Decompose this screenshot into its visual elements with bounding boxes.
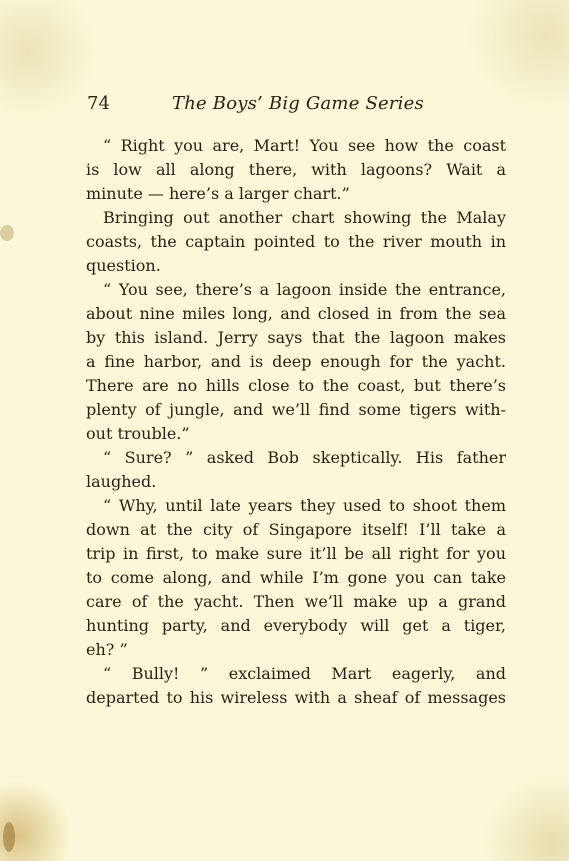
text-line: “ Why, until late years they used to shoot them: [103, 496, 506, 515]
text-line: There are no hills close to the coast, but there’s: [86, 376, 506, 395]
text-line: laughed.: [86, 472, 157, 491]
text-line: Bringing out another chart showing the Malay: [103, 208, 506, 227]
text-line: is low all along there, with lagoons? Wait a: [86, 160, 506, 179]
text-line: about nine miles long, and closed in from the sea: [86, 304, 506, 323]
paper-stain: [0, 225, 14, 241]
text-line: eh? ”: [86, 640, 128, 659]
text-line: departed to his wireless with a sheaf of messages: [86, 688, 506, 707]
text-line: coasts, the captain pointed to the river mouth in: [86, 232, 506, 251]
page-number: 74: [87, 93, 110, 114]
text-line: question.: [86, 256, 161, 275]
body-text: [86, 134, 506, 710]
text-line: out trouble.”: [86, 424, 190, 443]
text-line: by this island. Jerry says that the lagoon makes: [86, 328, 506, 347]
text-line: “ You see, there’s a lagoon inside the entrance,: [103, 280, 506, 299]
text-line: trip in first, to make sure it’ll be all right for you: [86, 544, 506, 563]
running-head: The Boys’ Big Game Series: [172, 93, 424, 114]
page-header: [87, 93, 507, 117]
text-line: hunting party, and everybody will get a tiger,: [86, 616, 506, 635]
text-line: to come along, and while I’m gone you can take: [86, 568, 506, 587]
text-line: a fine harbor, and is deep enough for the yacht.: [86, 352, 506, 371]
text-line: plenty of jungle, and we’ll find some tigers with-: [86, 400, 506, 419]
text-line: “ Sure? ” asked Bob skeptically. His father: [103, 448, 506, 467]
paper-stain: [3, 822, 15, 852]
text-line: care of the yacht. Then we’ll make up a grand: [86, 592, 506, 611]
text-line: “ Bully! ” exclaimed Mart eagerly, and: [103, 664, 506, 683]
text-line: “ Right you are, Mart! You see how the coast: [103, 136, 506, 155]
text-line: down at the city of Singapore itself! I’ll take a: [86, 520, 506, 539]
text-line: minute — here’s a larger chart.”: [86, 184, 350, 203]
